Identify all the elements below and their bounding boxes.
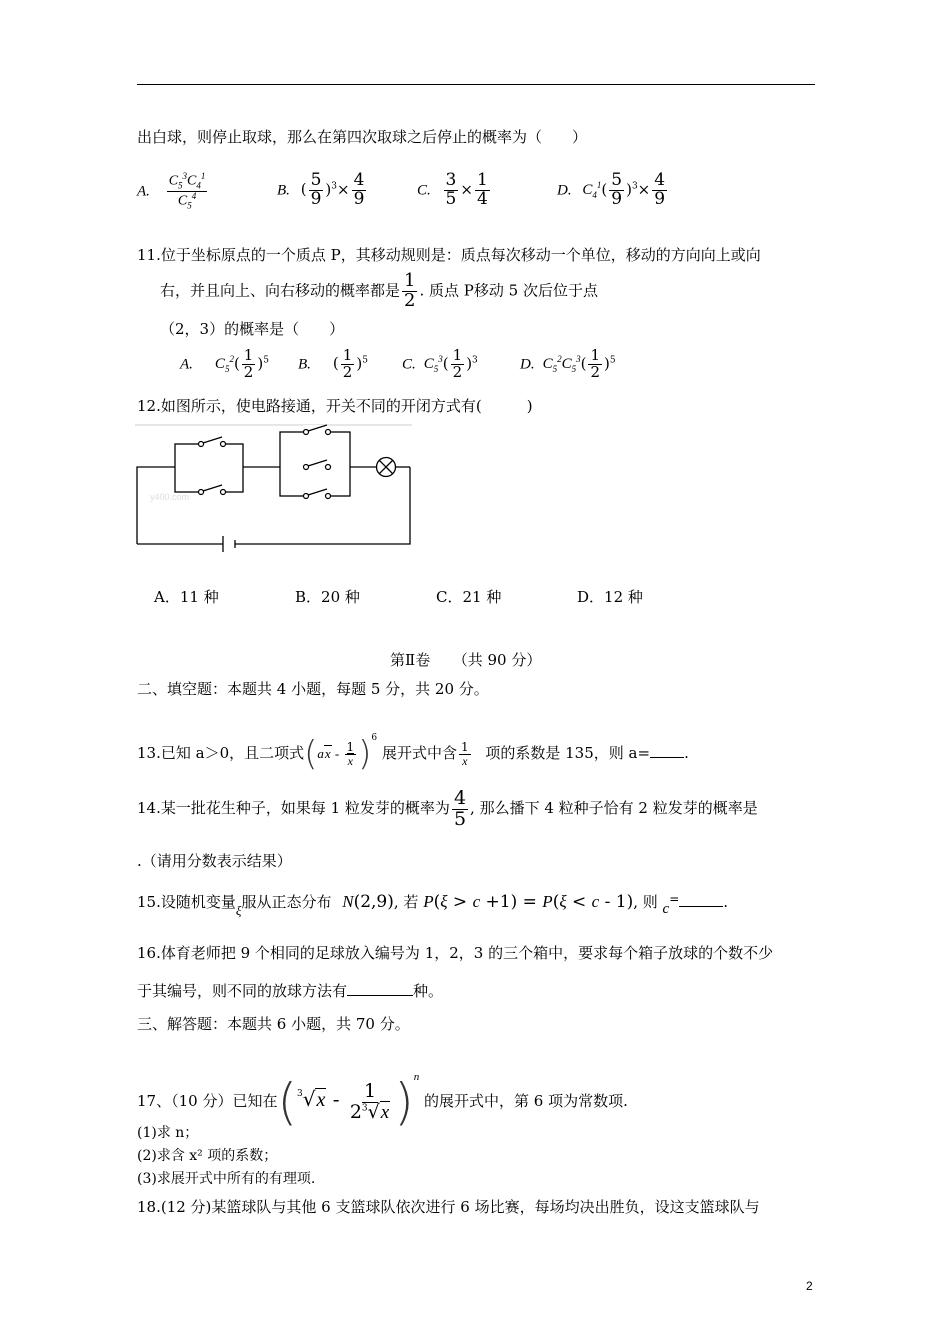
q17-item-2: (2)求含 x² 项的系数； [137,1148,278,1164]
q13: 13.已知 a＞0，且二项式(ax - $\frac{1}{x}$ )$^6$ 展开式中含 $\frac{1}{x}$ 项的系数是 135，则 a= . [137,733,689,774]
q10-option-d: D. $C_4^1$( $\frac{5}{9}$ )$^3$× $\frac{4}{9}$ [557,170,666,209]
q11-option-d: D. $C_5^2C_5^3$( $\frac{1}{2}$ )$^5$ [520,346,616,381]
q11-line2: 右，并且向上、向右移动的概率都是 $\frac{1}{2}$ . 质点 P移动 5 次后位于点 [160,270,598,311]
q10-option-c: C. $\frac{3}{5}$ × $\frac{1}{4}$ [417,170,488,209]
q16-line1: 16.体育老师把 9 个相同的足球放入编号为 1，2，3 的三个箱中，要求每个箱子放球的个数不少 [137,944,774,962]
section2-title: 第Ⅱ卷 （共 90 分） [390,651,542,669]
lamp-icon [377,458,396,477]
q10-option-a: A. $\frac{C_5^3C_4^1}{C_5^4}$ [137,171,206,211]
q12-stem: 12.如图所示，使电路接通，开关不同的开闭方式有( ) [137,397,533,415]
q11-line1: 11.位于坐标原点的一个质点 P，其移动规则是：质点每次移动一个单位，移动的方向向上或向 [137,246,761,264]
q11-option-a: A. $C_5^2$( $\frac{1}{2}$ )$^5$ [180,346,269,381]
q11-option-c: C. $C_5^3$( $\frac{1}{2}$ )$^3$ [402,346,478,381]
q12-option-c: C．21 种 [436,588,502,606]
q17-item-1: (1)求 n； [137,1125,199,1141]
q18-line1: 18.(12 分)某篮球队与其他 6 支篮球队依次进行 6 场比赛，每场均决出胜负，设这支篮球队与 [137,1198,760,1216]
header-rule [137,84,815,85]
q16-line2: 于其编号，则不同的放球方法有 种。 [137,982,444,1000]
watermark: y400.com [150,492,190,502]
circuit-diagram [130,422,415,557]
q10-option-b: B. ( $\frac{5}{9}$ )$^3$× $\frac{4}{9}$ [277,170,365,209]
q14-line1: 14.某一批花生种子，如果每 1 粒发芽的概率为 $\frac{4}{5}$ , 那么播下 4 粒种子恰有 2 粒发芽的概率是 [137,786,758,830]
q12-option-a: A．11 种 [154,588,219,606]
q14-line2: .（请用分数表示结果） [137,852,292,870]
q12-option-d: D．12 种 [577,588,643,606]
answer-heading: 三、解答题：本题共 6 小题，共 70 分。 [137,1015,410,1033]
q12-option-b: B．20 种 [295,588,360,606]
q11-option-b: B. ( $\frac{1}{2}$ )$^5$ [298,346,368,381]
q17-stem: 17、（10 分）已知在($^3$√x - $\frac{1}{2^3√x}$ )$^n$ 的展开式中，第 6 项为常数项. [137,1071,628,1131]
q11-line3: （2，3）的概率是（ ） [160,320,345,338]
page-number: 2 [806,1279,813,1293]
q10-stem: 出白球，则停止取球，那么在第四次取球之后停止的概率为（ ） [137,128,588,146]
q15: 15.设随机变量ξ服从正态分布 N(2,9), 若 P(ξ > c +1) = P(ξ < c - 1), 则 c= . [137,892,729,918]
q17-item-3: (3)求展开式中所有的有理项. [137,1171,316,1187]
fill-heading: 二、填空题：本题共 4 小题，每题 5 分，共 20 分。 [137,680,489,698]
